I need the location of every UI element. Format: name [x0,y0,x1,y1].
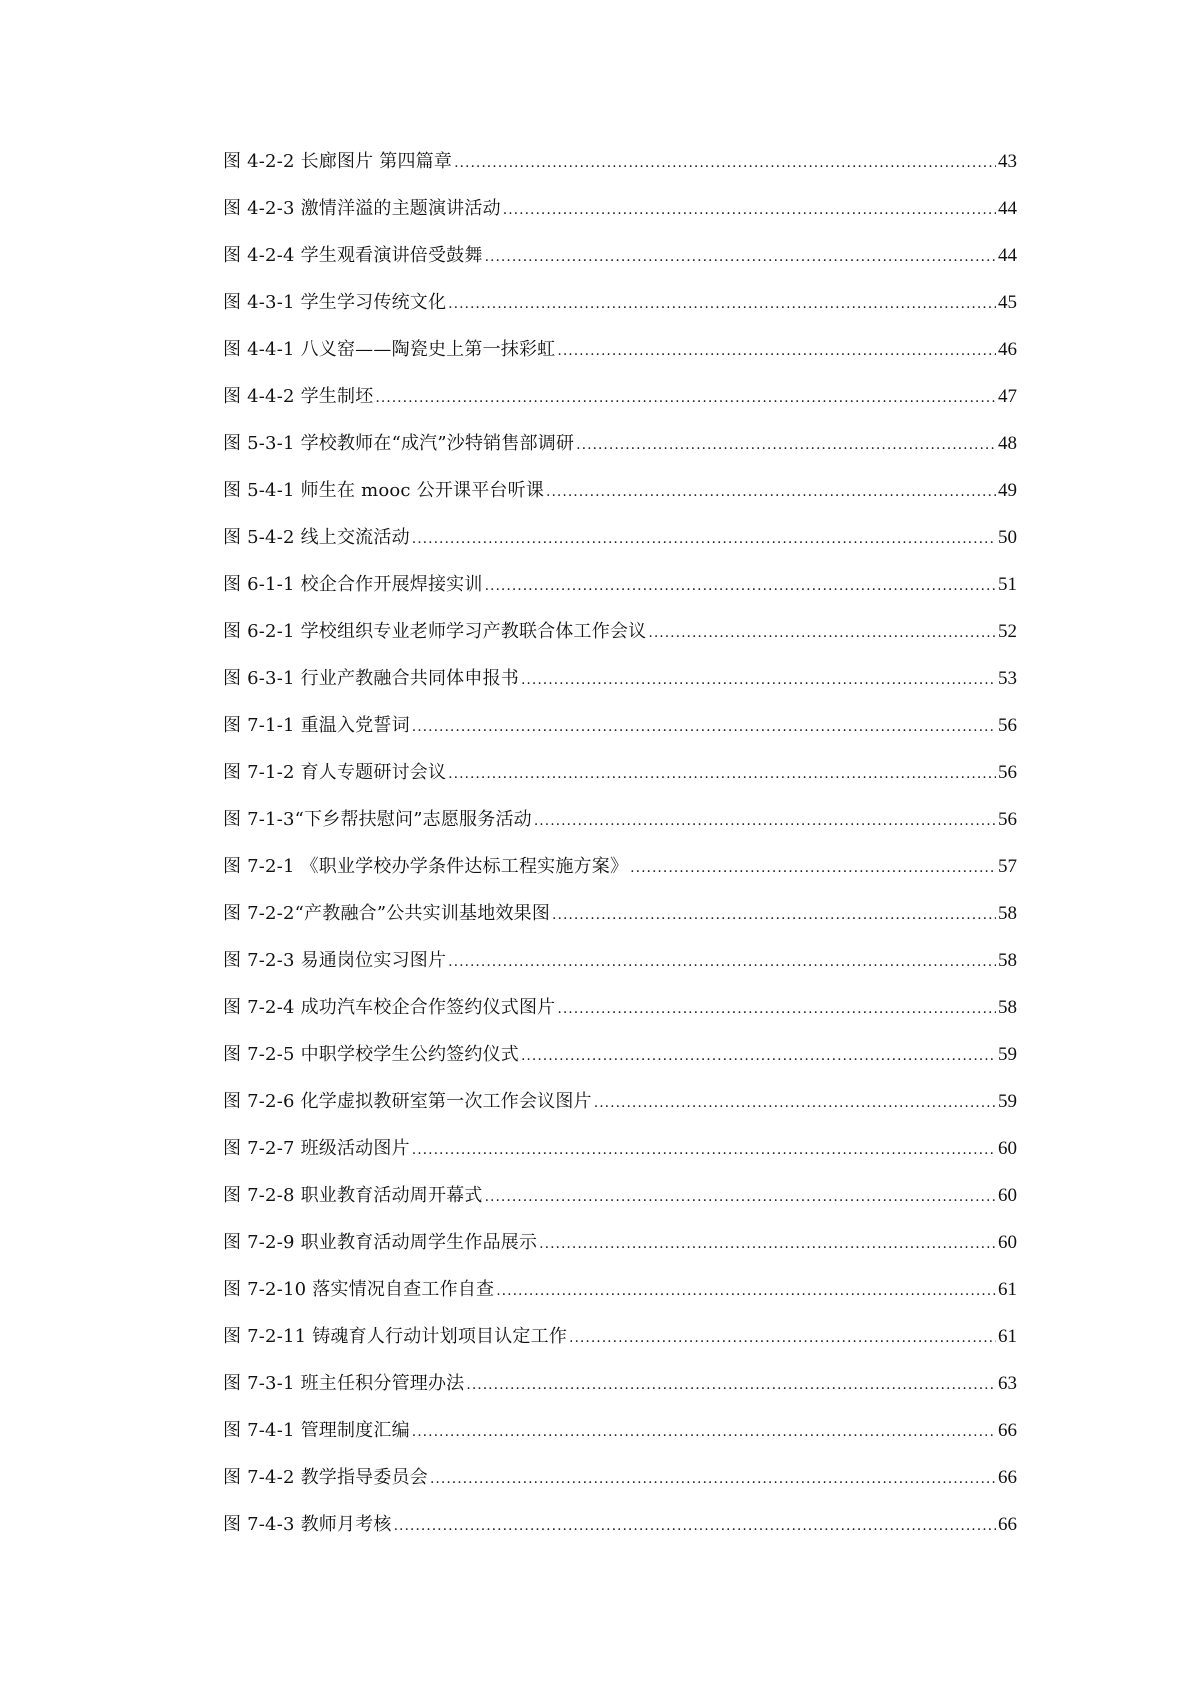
toc-entry-page-number: 58 [998,903,1017,924]
toc-entry[interactable] [223,992,1017,1039]
toc-entry-label: 图 7-2-7 班级活动图片 [223,1138,410,1159]
toc-entry-label: 图 7-2-10 落实情况自查工作自查 [223,1279,495,1300]
toc-entry-label: 图 7-2-11 铸魂育人行动计划项目认定工作 [223,1326,568,1347]
toc-entry-page-number: 45 [998,292,1017,313]
toc-entry-page-number: 56 [998,715,1017,736]
toc-entry-label: 图 6-1-1 校企合作开展焊接实训 [223,574,483,595]
dot-leader [539,1228,996,1260]
toc-entry-page-number: 56 [998,809,1017,830]
toc-entry-page-number: 44 [998,198,1017,219]
toc-entry[interactable] [223,428,1017,475]
toc-entry-page-number: 60 [998,1232,1017,1253]
dot-leader [594,1087,996,1119]
toc-entry-page-number: 61 [998,1326,1017,1347]
toc-entry-label: 图 4-3-1 学生学习传统文化 [223,292,447,313]
toc-entry[interactable] [223,1086,1017,1133]
toc-entry[interactable] [223,616,1017,663]
toc-entry-label: 图 7-4-1 管理制度汇编 [223,1420,410,1441]
toc-entry[interactable] [223,1274,1017,1321]
dot-leader [485,1181,996,1213]
toc-entry-page-number: 51 [998,574,1017,595]
toc-entry-page-number: 66 [998,1420,1017,1441]
toc-entry-label: 图 6-3-1 行业产教融合共同体申报书 [223,668,519,689]
toc-entry-label: 图 7-2-8 职业教育活动周开幕式 [223,1185,483,1206]
toc-entry-label: 图 7-3-1 班主任积分管理办法 [223,1373,465,1394]
toc-entry-label: 图 4-4-2 学生制坯 [223,386,374,407]
toc-entry[interactable] [223,1368,1017,1415]
dot-leader [521,664,996,696]
toc-entry[interactable] [223,1462,1017,1509]
toc-entry-page-number: 63 [998,1373,1017,1394]
toc-entry[interactable] [223,146,1017,193]
toc-entry-page-number: 48 [998,433,1017,454]
dot-leader [576,429,996,461]
toc-entry-label: 图 4-2-2 长廊图片 第四篇章 [223,151,453,172]
toc-entry[interactable] [223,1509,1017,1556]
toc-entry-page-number: 56 [998,762,1017,783]
toc-entry[interactable] [223,710,1017,757]
toc-entry-page-number: 59 [998,1044,1017,1065]
toc-entry-label: 图 7-2-6 化学虚拟教研室第一次工作会议图片 [223,1091,592,1112]
toc-entry-label: 图 5-4-2 线上交流活动 [223,527,410,548]
toc-entry[interactable] [223,240,1017,287]
dot-leader [569,1322,996,1354]
toc-entry[interactable] [223,193,1017,240]
toc-entry-page-number: 60 [998,1138,1017,1159]
toc-entry-page-number: 59 [998,1091,1017,1112]
toc-entry[interactable] [223,804,1017,851]
dot-leader [412,711,996,743]
toc-entry[interactable] [223,1133,1017,1180]
toc-entry-label: 图 5-4-1 师生在 mooc 公开课平台听课 [223,480,545,501]
toc-entry[interactable] [223,334,1017,381]
dot-leader [412,523,996,555]
dot-leader [448,758,996,790]
dot-leader [394,1510,996,1542]
dot-leader [448,946,996,978]
dot-leader [485,570,996,602]
toc-entry-label: 图 7-1-3“下乡帮扶慰问”志愿服务活动 [223,809,532,830]
toc-entry-label: 图 4-2-3 激情洋溢的主题演讲活动 [223,198,501,219]
toc-entry-page-number: 50 [998,527,1017,548]
toc-entry[interactable] [223,1227,1017,1274]
dot-leader [557,335,996,367]
toc-entry[interactable] [223,475,1017,522]
dot-leader [648,617,996,649]
toc-entry-page-number: 60 [998,1185,1017,1206]
toc-entry[interactable] [223,381,1017,428]
dot-leader [521,1040,996,1072]
toc-entry-page-number: 57 [998,856,1017,877]
dot-leader [557,993,996,1025]
toc-entry-label: 图 4-2-4 学生观看演讲倍受鼓舞 [223,245,483,266]
toc-entry-label: 图 7-2-3 易通岗位实习图片 [223,950,447,971]
dot-leader [485,241,996,273]
dot-leader [546,476,996,508]
toc-entry-page-number: 43 [998,151,1017,172]
toc-entry[interactable] [223,1415,1017,1462]
dot-leader [552,899,996,931]
toc-entry[interactable] [223,522,1017,569]
toc-entry-page-number: 47 [998,386,1017,407]
toc-entry-page-number: 66 [998,1514,1017,1535]
toc-entry-page-number: 58 [998,997,1017,1018]
toc-entry-label: 图 7-2-5 中职学校学生公约签约仪式 [223,1044,519,1065]
dot-leader [534,805,996,837]
toc-entry[interactable] [223,1039,1017,1086]
toc-entry-label: 图 7-1-1 重温入党誓词 [223,715,410,736]
dot-leader [448,288,996,320]
toc-entry[interactable] [223,851,1017,898]
figure-list [223,146,1017,1556]
toc-entry-label: 图 6-2-1 学校组织专业老师学习产教联合体工作会议 [223,621,647,642]
toc-entry-label: 图 5-3-1 学校教师在“成汽”沙特销售部调研 [223,433,575,454]
toc-entry-page-number: 49 [998,480,1017,501]
toc-entry[interactable] [223,569,1017,616]
toc-entry[interactable] [223,663,1017,710]
toc-entry-page-number: 52 [998,621,1017,642]
dot-leader [630,852,996,884]
toc-entry-label: 图 7-1-2 育人专题研讨会议 [223,762,447,783]
toc-entry[interactable] [223,898,1017,945]
toc-entry-label: 图 7-2-1 《职业学校办学条件达标工程实施方案》 [223,856,629,877]
toc-entry-label: 图 7-2-2“产教融合”公共实训基地效果图 [223,903,551,924]
toc-entry[interactable] [223,287,1017,334]
toc-entry-page-number: 53 [998,668,1017,689]
dot-leader [466,1369,996,1401]
toc-entry-label: 图 7-2-4 成功汽车校企合作签约仪式图片 [223,997,556,1018]
toc-entry[interactable] [223,1321,1017,1368]
dot-leader [454,147,996,179]
toc-entry[interactable] [223,945,1017,992]
toc-entry-label: 图 7-4-2 教学指导委员会 [223,1467,428,1488]
toc-entry-label: 图 4-4-1 八义窑——陶瓷史上第一抹彩虹 [223,339,556,360]
dot-leader [503,194,996,226]
toc-entry-page-number: 46 [998,339,1017,360]
dot-leader [375,382,996,414]
toc-entry[interactable] [223,757,1017,804]
toc-entry[interactable] [223,1180,1017,1227]
toc-entry-page-number: 66 [998,1467,1017,1488]
toc-entry-label: 图 7-4-3 教师月考核 [223,1514,392,1535]
toc-entry-page-number: 44 [998,245,1017,266]
dot-leader [412,1134,996,1166]
toc-entry-page-number: 58 [998,950,1017,971]
dot-leader [430,1463,996,1495]
dot-leader [496,1275,996,1307]
dot-leader [412,1416,996,1448]
toc-entry-label: 图 7-2-9 职业教育活动周学生作品展示 [223,1232,538,1253]
toc-entry-page-number: 61 [998,1279,1017,1300]
